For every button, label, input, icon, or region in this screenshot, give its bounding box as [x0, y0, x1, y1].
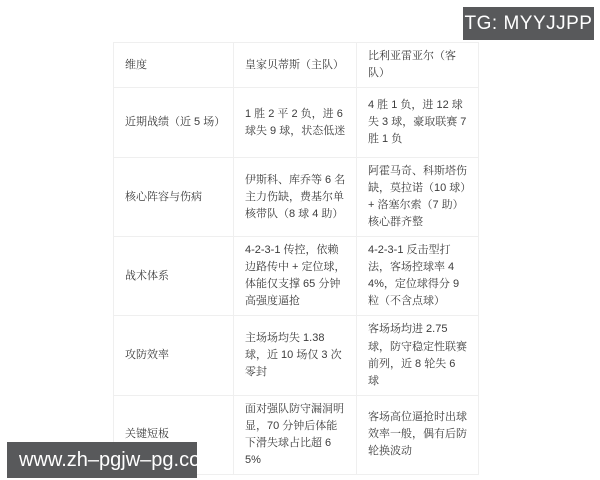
- cell-dimension: 近期战绩（近 5 场）: [114, 88, 234, 158]
- cell-dimension: 关键短板: [114, 395, 234, 474]
- cell-home: 面对强队防守漏洞明显，70 分钟后体能下滑失球占比超 65%: [234, 395, 357, 474]
- cell-away: 客场场均进 2.75 球，防守稳定性联赛前列，近 8 轮失 6 球: [357, 316, 479, 395]
- cell-away: 4-2-3-1 反击型打法，客场控球率 44%，定位球得分 9 粒（不含点球）: [357, 237, 479, 316]
- header-away-team: 比利亚雷亚尔（客队）: [357, 43, 479, 88]
- cell-dimension: 核心阵容与伤病: [114, 158, 234, 237]
- cell-away: 阿霍马奇、科斯塔伤缺，莫拉诺（10 球）+ 洛塞尔索（7 助）核心群齐整: [357, 158, 479, 237]
- cell-dimension: 攻防效率: [114, 316, 234, 395]
- website-watermark: [7, 442, 217, 478]
- header-dimension: 维度: [114, 43, 234, 88]
- cell-home: 1 胜 2 平 2 负，进 6 球失 9 球，状态低迷: [234, 88, 357, 158]
- table-row: [114, 316, 479, 395]
- table-header-row: [114, 43, 479, 88]
- table-row: [114, 158, 479, 237]
- table-row: [114, 237, 479, 316]
- website-watermark-url: www.zh–pgjw–pg.com: [19, 448, 217, 471]
- cell-dimension: 战术体系: [114, 237, 234, 316]
- telegram-contact-badge: [463, 7, 594, 40]
- cell-away: 4 胜 1 负，进 12 球失 3 球，豪取联赛 7 胜 1 负: [357, 88, 479, 158]
- table-row: [114, 88, 479, 158]
- cell-home: 主场场均失 1.38 球，近 10 场仅 3 次零封: [234, 316, 357, 395]
- cell-home: 伊斯科、库乔等 6 名主力伤缺，费基尔单核带队（8 球 4 助）: [234, 158, 357, 237]
- telegram-contact-label: TG: MYYJJPP: [464, 12, 593, 34]
- team-comparison-table: [113, 42, 479, 475]
- cell-away: 客场高位逼抢时出球效率一般，偶有后防轮换波动: [357, 395, 479, 474]
- cell-home: 4-2-3-1 传控，依赖边路传中 + 定位球，体能仅支撑 65 分钟高强度逼抢: [234, 237, 357, 316]
- header-home-team: 皇家贝蒂斯（主队）: [234, 43, 357, 88]
